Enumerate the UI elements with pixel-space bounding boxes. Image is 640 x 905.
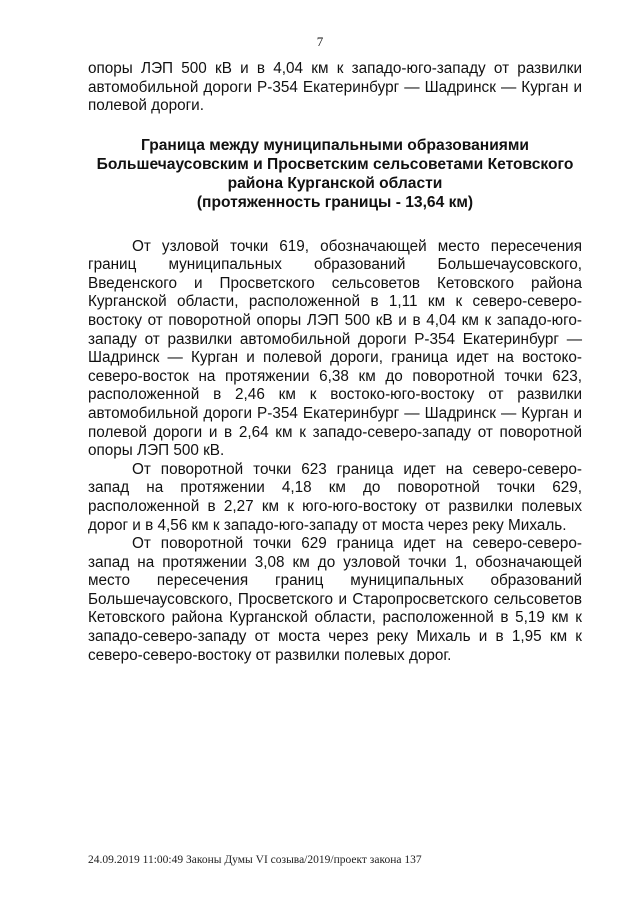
page-number: 7 bbox=[316, 34, 324, 49]
paragraph-2: От поворотной точки 623 граница идет на северо-северо-запад на протяжении 4,18 км до поворотной точки 629, расположенной в 2,27 км к юго-юго-востоку от развилки полевых дорог и в 4,56 км к западо-юго-западу от моста через реку Михаль. bbox=[88, 460, 582, 534]
section-heading bbox=[88, 136, 582, 213]
heading-line-3: района Курганской области bbox=[227, 175, 443, 193]
footer-stamp: 24.09.2019 11:00:49 Законы Думы VI созыва/2019/проект закона 137 bbox=[88, 854, 422, 866]
heading-line-4: (протяженность границы - 13,64 км) bbox=[196, 194, 474, 212]
paragraph-3: От поворотной точки 629 граница идет на северо-северо-запад на протяжении 3,08 км до узловой точки 1, обозначающей место пересечения границ муниципальных образований Большечаусовского, Просветского и Старопросветского сельсоветов Кетовского района Курганской области, расположенной в 5,19 км к западо-северо-западу от моста через реку Михаль и в 1,95 км к северо-северо-востоку от развилки полевых дорог. bbox=[88, 535, 582, 664]
paragraph-1: От узловой точки 619, обозначающей место пересечения границ муниципальных образований Большечаусовского, Введенского и Просветского сельсоветов Кетовского района Курганской области, расположенной в 1,11 км к северо-северо-востоку от поворотной опоры ЛЭП 500 кВ и в 4,04 км к западо-юго-западу от развилки автомобильной дороги Р-354 Екатеринбург — Шадринск — Курган и полевой дороги, граница идет на востоко-северо-восток на протяжении 6,38 км до поворотной точки 623, расположенной в 2,46 км к востоко-юго-востоку от развилки автомобильной дороги Р-354 Екатеринбург — Шадринск — Курган и полевой дороги и в 2,64 км к западо-северо-западу от поворотной опоры ЛЭП 500 кВ. bbox=[88, 237, 582, 460]
document-body bbox=[88, 60, 582, 665]
heading-line-2: Большечаусовским и Просветским сельсоветами Кетовского bbox=[96, 155, 574, 173]
intro-paragraph: опоры ЛЭП 500 кВ и в 4,04 км к западо-юго-западу от развилки автомобильной дороги Р-354 Екатеринбург — Шадринск — Курган и полевой дороги. bbox=[88, 60, 582, 115]
heading-line-1: Граница между муниципальными образованиями bbox=[140, 136, 530, 154]
